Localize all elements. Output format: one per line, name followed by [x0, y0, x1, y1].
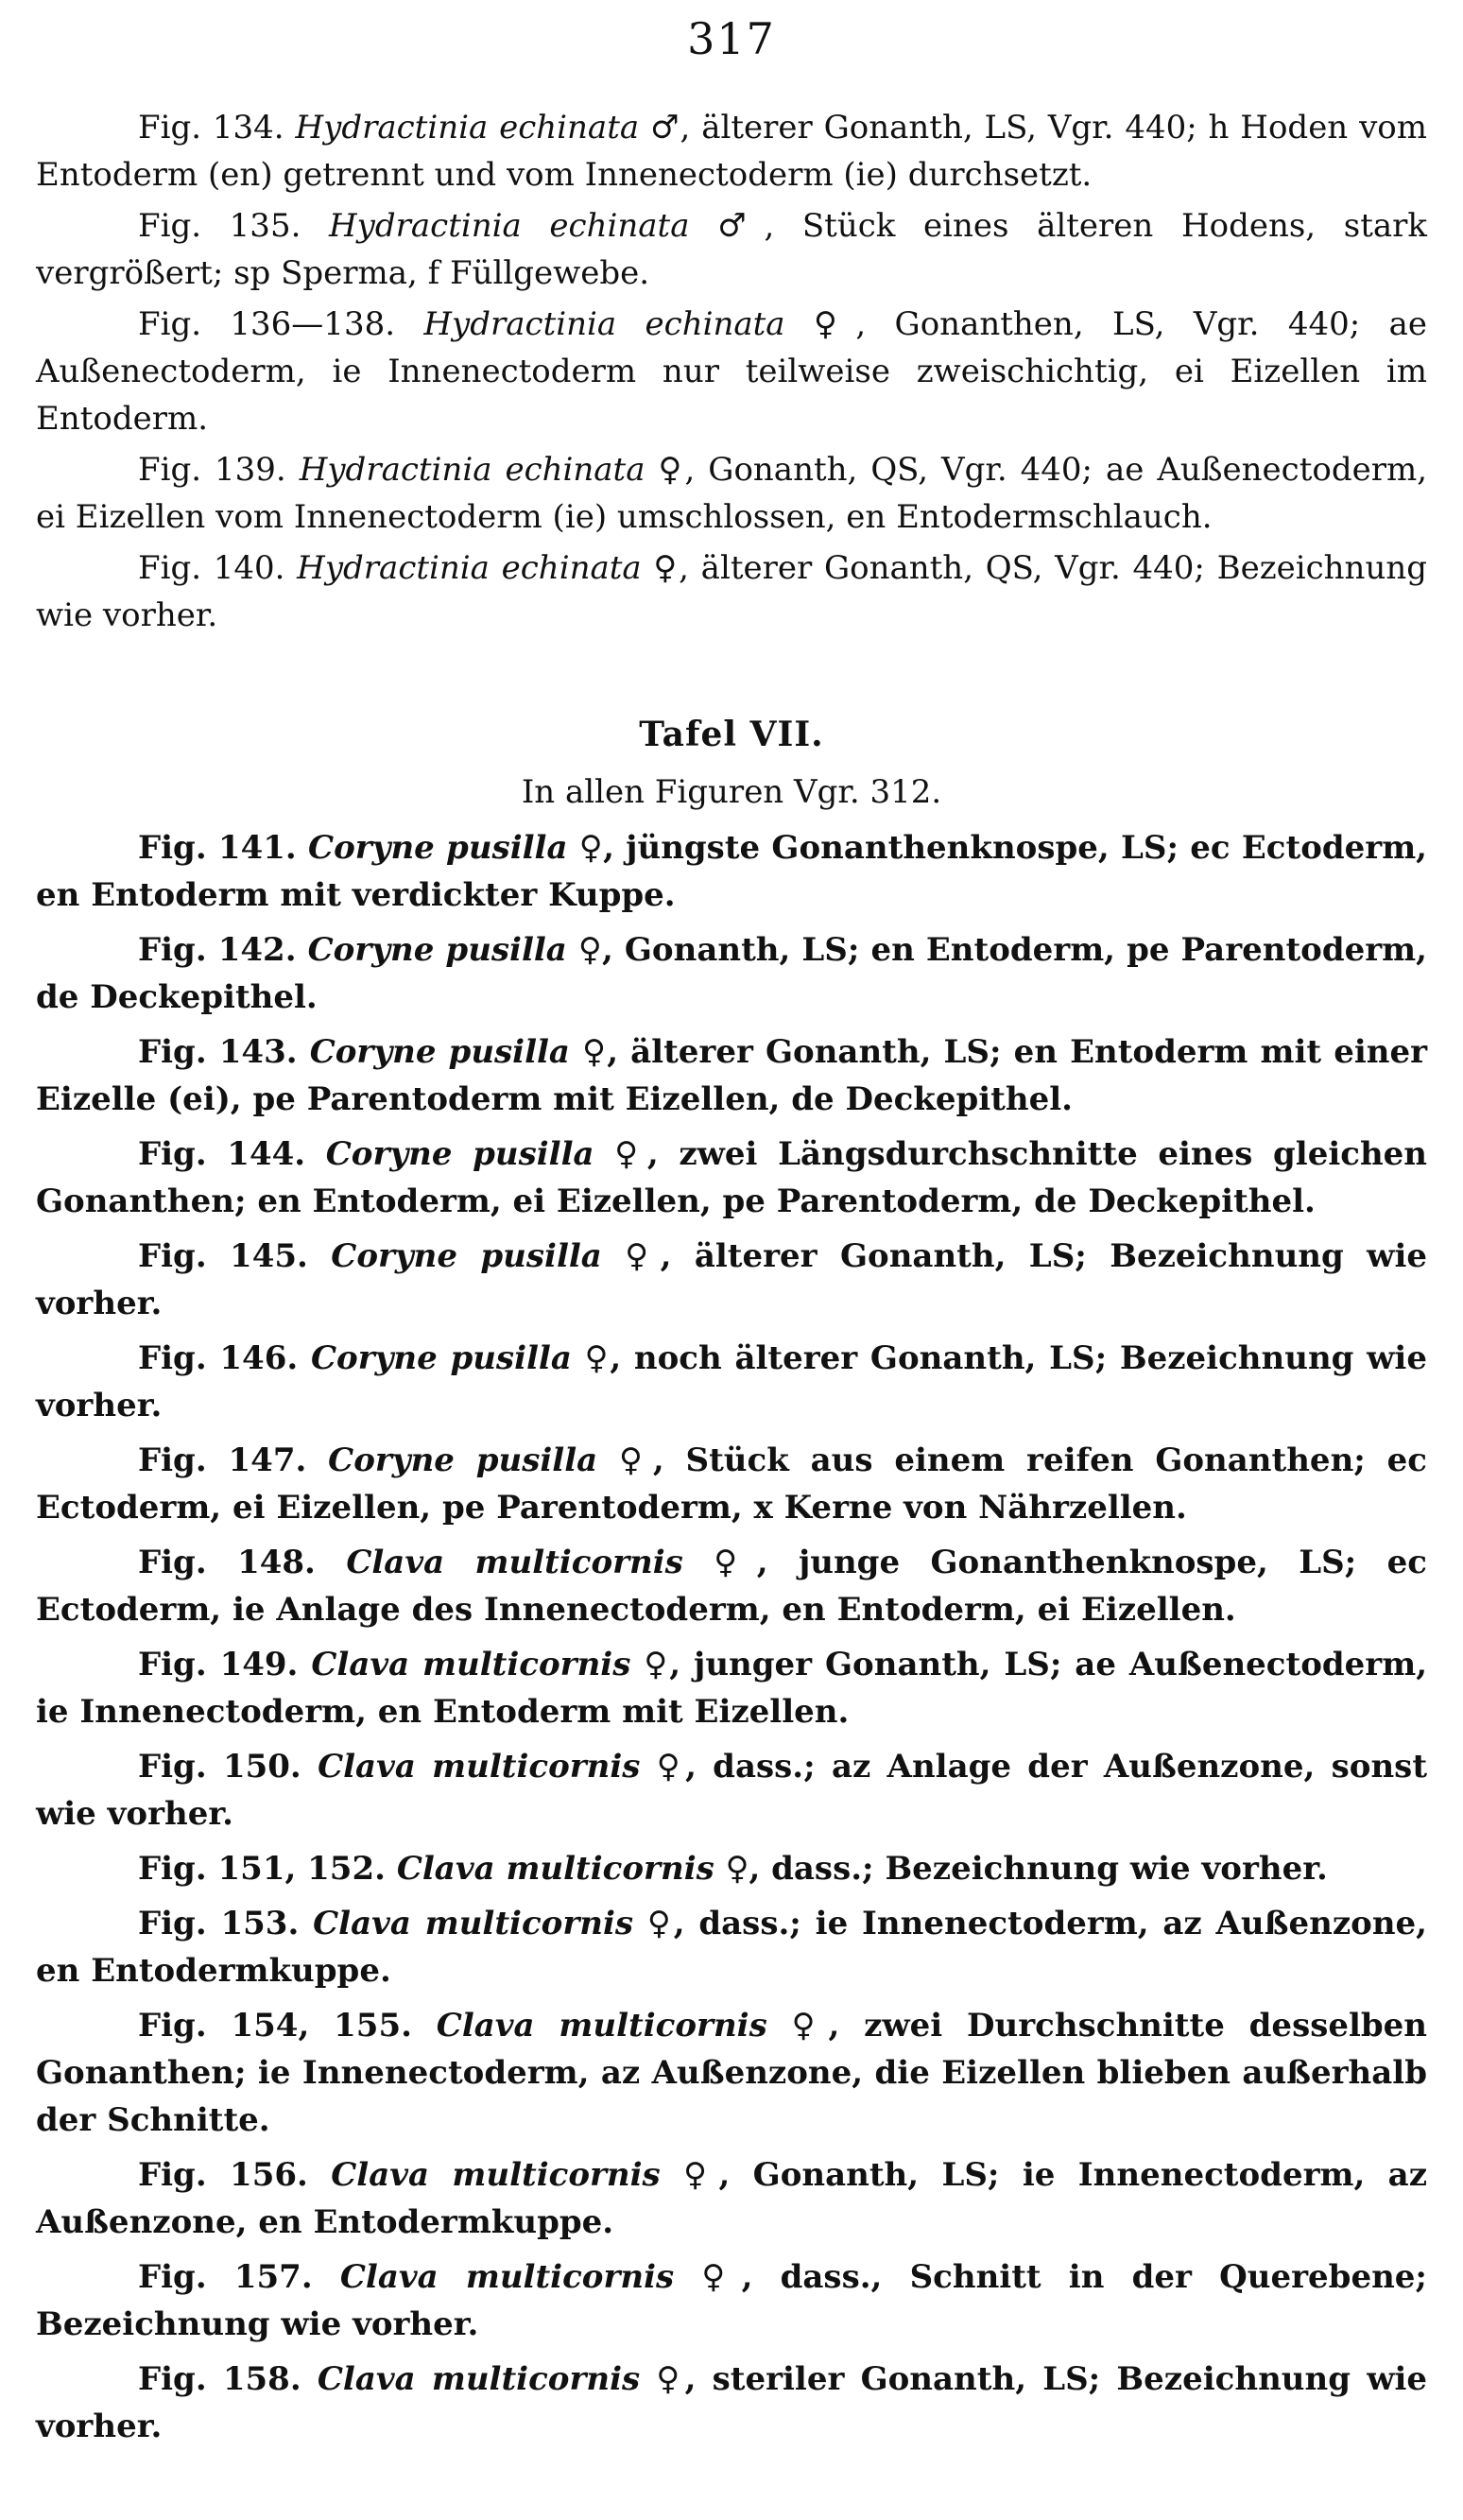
- figure-entry-143: [36, 1028, 1427, 1123]
- sex-symbol: ♂: [717, 207, 765, 245]
- figure-description: , Gonanth, LS; en Entoderm, pe Parentoderm, de Deckepithel.: [36, 931, 1427, 1016]
- sex-symbol: ♀: [582, 1033, 608, 1071]
- figure-label: Fig. 157.: [138, 2258, 313, 2296]
- figure-entry-158: [36, 2356, 1427, 2450]
- figure-label: Fig. 145.: [138, 1237, 308, 1275]
- figure-label: Fig. 142.: [138, 931, 297, 969]
- document-page: [36, 0, 1427, 2458]
- species-name: Coryne pusilla: [331, 1237, 602, 1275]
- figure-description: , Stück aus einem reifen Gonanthen; ec Ectoderm, ei Eizellen, pe Parentoderm, x Kerne von Nährzellen.: [36, 1441, 1428, 1527]
- species-name: Clava multicornis: [436, 2007, 767, 2045]
- species-name: Hydractinia echinata: [297, 549, 642, 587]
- figure-description: , Gonanthen, LS, Vgr. 440; ae Außenectoderm, ie Innenectoderm nur teilweise zweischichtig, ei Eizellen im Entoderm.: [36, 305, 1427, 438]
- figure-entry-140: [36, 544, 1427, 639]
- figure-label: Fig. 144.: [138, 1135, 306, 1173]
- figure-entry-154-155: [36, 2002, 1427, 2144]
- species-name: Clava multicornis: [331, 2156, 661, 2194]
- figure-label: Fig. 154, 155.: [138, 2007, 412, 2045]
- figure-entry-135: [36, 202, 1427, 297]
- figure-entry-148: [36, 1539, 1427, 1633]
- figure-entry-153: [36, 1900, 1427, 1994]
- sex-symbol: ♀: [791, 2007, 829, 2045]
- species-name: Coryne pusilla: [328, 1441, 598, 1479]
- sex-symbol: ♂: [650, 109, 680, 147]
- figure-list-hydractinia: [36, 104, 1427, 639]
- figure-label: Fig. 148.: [138, 1544, 316, 1581]
- species-name: Hydractinia echinata: [295, 109, 640, 147]
- figure-label: Fig. 158.: [138, 2360, 301, 2398]
- sex-symbol: ♀: [619, 1441, 653, 1479]
- sex-symbol: ♀: [701, 2258, 742, 2296]
- species-name: Hydractinia echinata: [423, 305, 785, 343]
- figure-list-tafel-vii: [36, 824, 1427, 2450]
- figure-label: Fig. 139.: [138, 451, 286, 489]
- sex-symbol: ♀: [658, 451, 685, 489]
- figure-entry-144: [36, 1131, 1427, 1225]
- sex-symbol: ♀: [656, 1748, 686, 1786]
- figure-entry-156: [36, 2151, 1427, 2246]
- figure-description: , noch älterer Gonanth, LS; Bezeichnung wie vorher.: [36, 1339, 1427, 1424]
- figure-description: , älterer Gonanth, LS, Vgr. 440; h Hoden vom Entoderm (en) getrennt und vom Innenectoderm (ie) durchsetzt.: [36, 109, 1427, 194]
- figure-description: , älterer Gonanth, QS, Vgr. 440; Bezeichnung wie vorher.: [36, 549, 1427, 634]
- figure-description: , Stück eines älteren Hodens, stark vergrößert; sp Sperma, f Füllgewebe.: [36, 207, 1427, 292]
- figure-entry-150: [36, 1743, 1427, 1838]
- sex-symbol: ♀: [578, 829, 604, 867]
- figure-entry-151-152: [36, 1845, 1427, 1892]
- figure-label: Fig. 134.: [138, 109, 284, 147]
- figure-description: , älterer Gonanth, LS; en Entoderm mit einer Eizelle (ei), pe Parentoderm mit Eizellen, de Deckepithel.: [36, 1033, 1428, 1118]
- species-name: Clava multicornis: [318, 1748, 641, 1786]
- figure-description: , Gonanth, LS; ie Innenectoderm, az Außenzone, en Entodermkuppe.: [36, 2156, 1428, 2241]
- figure-description: , junge Gonanthenknospe, LS; ec Ectoderm, ie Anlage des Innenectoderm, en Entoderm, ei Eizellen.: [36, 1544, 1427, 1629]
- figure-label: Fig. 141.: [138, 829, 297, 867]
- sex-symbol: ♀: [646, 1905, 674, 1942]
- figure-description: , älterer Gonanth, LS; Bezeichnung wie vorher.: [36, 1237, 1427, 1322]
- sex-symbol: ♀: [614, 1135, 647, 1173]
- figure-label: Fig. 135.: [138, 207, 301, 245]
- figure-description: , jüngste Gonanthenknospe, LS; ec Ectoderm, en Entoderm mit verdickter Kuppe.: [36, 829, 1428, 914]
- species-name: Hydractinia echinata: [329, 207, 690, 245]
- species-name: Coryne pusilla: [310, 1339, 572, 1377]
- species-name: Clava multicornis: [346, 1544, 683, 1581]
- species-name: Coryne pusilla: [309, 1033, 570, 1071]
- figure-label: Fig. 146.: [138, 1339, 299, 1377]
- figure-description: , dass.; az Anlage der Außenzone, sonst wie vorher.: [36, 1748, 1428, 1833]
- figure-description: , zwei Längsdurchschnitte eines gleichen Gonanthen; en Entoderm, ei Eizellen, pe Parentoderm, de Deckepithel.: [36, 1135, 1428, 1220]
- species-name: Clava multicornis: [313, 1905, 634, 1942]
- sex-symbol: ♀: [813, 305, 856, 343]
- sex-symbol: ♀: [725, 1850, 749, 1888]
- figure-entry-134: [36, 104, 1427, 198]
- figure-entry-136-138: [36, 301, 1427, 442]
- figure-label: Fig. 153.: [138, 1905, 300, 1942]
- figure-label: Fig. 150.: [138, 1748, 301, 1786]
- figure-label: Fig. 140.: [138, 549, 285, 587]
- species-name: Clava multicornis: [311, 1646, 631, 1683]
- figure-entry-147: [36, 1437, 1427, 1531]
- page-number: 317: [687, 13, 776, 64]
- figure-label: Fig. 149.: [138, 1646, 299, 1683]
- figure-description: , Gonanth, QS, Vgr. 440; ae Außenectoderm, ei Eizellen vom Innenectoderm (ie) umschlossen, en Entodermschlauch.: [36, 451, 1428, 536]
- figure-label: Fig. 136—138.: [138, 305, 396, 343]
- section-subtitle: In allen Figuren Vgr. 312.: [521, 773, 942, 811]
- figure-label: Fig. 147.: [138, 1441, 307, 1479]
- figure-label: Fig. 143.: [138, 1033, 298, 1071]
- figure-description: , junger Gonanth, LS; ae Außenectoderm, ie Innenectoderm, en Entoderm mit Eizellen.: [36, 1646, 1428, 1731]
- sex-symbol: ♀: [577, 931, 602, 969]
- figure-entry-141: [36, 824, 1427, 919]
- sex-symbol: ♀: [584, 1339, 611, 1377]
- figure-description: , dass., Schnitt in der Querebene; Bezeichnung wie vorher.: [36, 2258, 1427, 2343]
- species-name: Clava multicornis: [339, 2258, 675, 2296]
- figure-entry-139: [36, 446, 1427, 541]
- figure-entry-146: [36, 1335, 1427, 1429]
- figure-label: Fig. 156.: [138, 2156, 308, 2194]
- sex-symbol: ♀: [653, 549, 680, 587]
- figure-entry-149: [36, 1641, 1427, 1735]
- species-name: Clava multicornis: [317, 2360, 641, 2398]
- figure-entry-142: [36, 926, 1427, 1021]
- sex-symbol: ♀: [683, 2156, 719, 2194]
- figure-label: Fig. 151, 152.: [138, 1850, 386, 1888]
- section-heading: Tafel VII.: [639, 715, 824, 754]
- figure-description: , dass.; Bezeichnung wie vorher.: [749, 1850, 1328, 1888]
- figure-entry-157: [36, 2253, 1427, 2348]
- species-name: Hydractinia echinata: [299, 451, 645, 489]
- sex-symbol: ♀: [714, 1544, 757, 1581]
- figure-entry-145: [36, 1233, 1427, 1327]
- figure-description: , dass.; ie Innenectoderm, az Außenzone, en Entodermkuppe.: [36, 1905, 1428, 1990]
- figure-description: , steriler Gonanth, LS; Bezeichnung wie vorher.: [36, 2360, 1428, 2445]
- species-name: Coryne pusilla: [308, 829, 568, 867]
- species-name: Clava multicornis: [396, 1850, 714, 1888]
- figure-description: , zwei Durchschnitte desselben Gonanthen; ie Innenectoderm, az Außenzone, die Eizellen blieben außerhalb der Schnitte.: [36, 2007, 1428, 2139]
- sex-symbol: ♀: [625, 1237, 661, 1275]
- sex-symbol: ♀: [644, 1646, 670, 1683]
- sex-symbol: ♀: [656, 2360, 685, 2398]
- species-name: Coryne pusilla: [307, 931, 567, 969]
- species-name: Coryne pusilla: [325, 1135, 594, 1173]
